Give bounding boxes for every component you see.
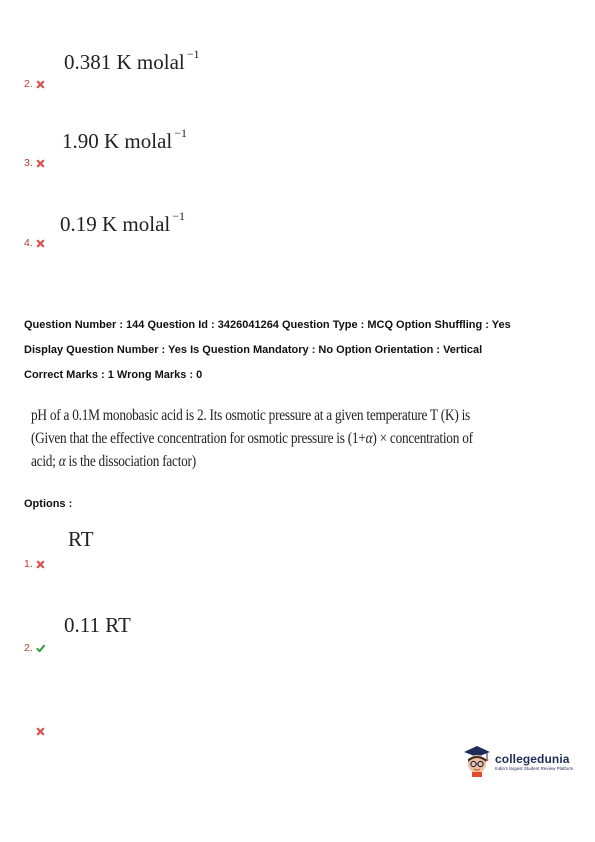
question-meta-line-2: Display Question Number : Yes Is Question Mandatory : No Option Orientation : Vertical	[24, 344, 483, 356]
option-number: 1.	[24, 558, 33, 570]
question-line-2: (Given that the effective concentration for osmotic pressure is (1+α) × concentration of	[31, 430, 473, 447]
question-meta-line-3: Correct Marks : 1 Wrong Marks : 0	[24, 369, 203, 381]
option-number: 4.	[24, 237, 33, 249]
option-3-value: 1.90 K molal $^{-1}$	[62, 126, 188, 153]
option-2-value: 0.381 K molal $^{-1}$	[64, 47, 200, 74]
cross-icon	[36, 727, 45, 736]
collegedunia-logo	[463, 745, 573, 777]
options-label: Options :	[24, 498, 73, 510]
cross-icon	[36, 159, 45, 168]
option-4-marker	[24, 237, 45, 249]
question-line-1: pH of a 0.1M monobasic acid is 2. Its osmotic pressure at a given temperature T (K) is	[31, 407, 470, 424]
cross-icon	[36, 80, 45, 89]
mascot-icon	[463, 745, 491, 777]
cross-icon	[36, 560, 45, 569]
option-number: 3.	[24, 157, 33, 169]
option-4-value: 0.19 K molal $^{-1}$	[60, 209, 186, 236]
option-2b-marker	[24, 642, 45, 654]
question-text	[31, 404, 473, 473]
brand-tagline: India's largest Student Review Platform	[495, 765, 574, 771]
option-3b-marker	[36, 727, 45, 736]
option-2b-value: 0.11 RT	[64, 613, 131, 637]
cross-icon	[36, 239, 45, 248]
brand-name: collegedunia	[495, 751, 570, 766]
option-number: 2.	[24, 78, 33, 90]
option-number: 2.	[24, 642, 33, 654]
option-2-marker	[24, 78, 45, 90]
option-3-marker	[24, 157, 45, 169]
option-1-value: RT	[68, 527, 94, 551]
question-line-3: acid; α is the dissociation factor)	[31, 453, 196, 470]
question-meta-line-1: Question Number : 144 Question Id : 3426041264 Question Type : MCQ Option Shuffling : Yes	[24, 319, 511, 331]
option-1-marker	[24, 558, 45, 570]
check-icon	[36, 644, 45, 653]
